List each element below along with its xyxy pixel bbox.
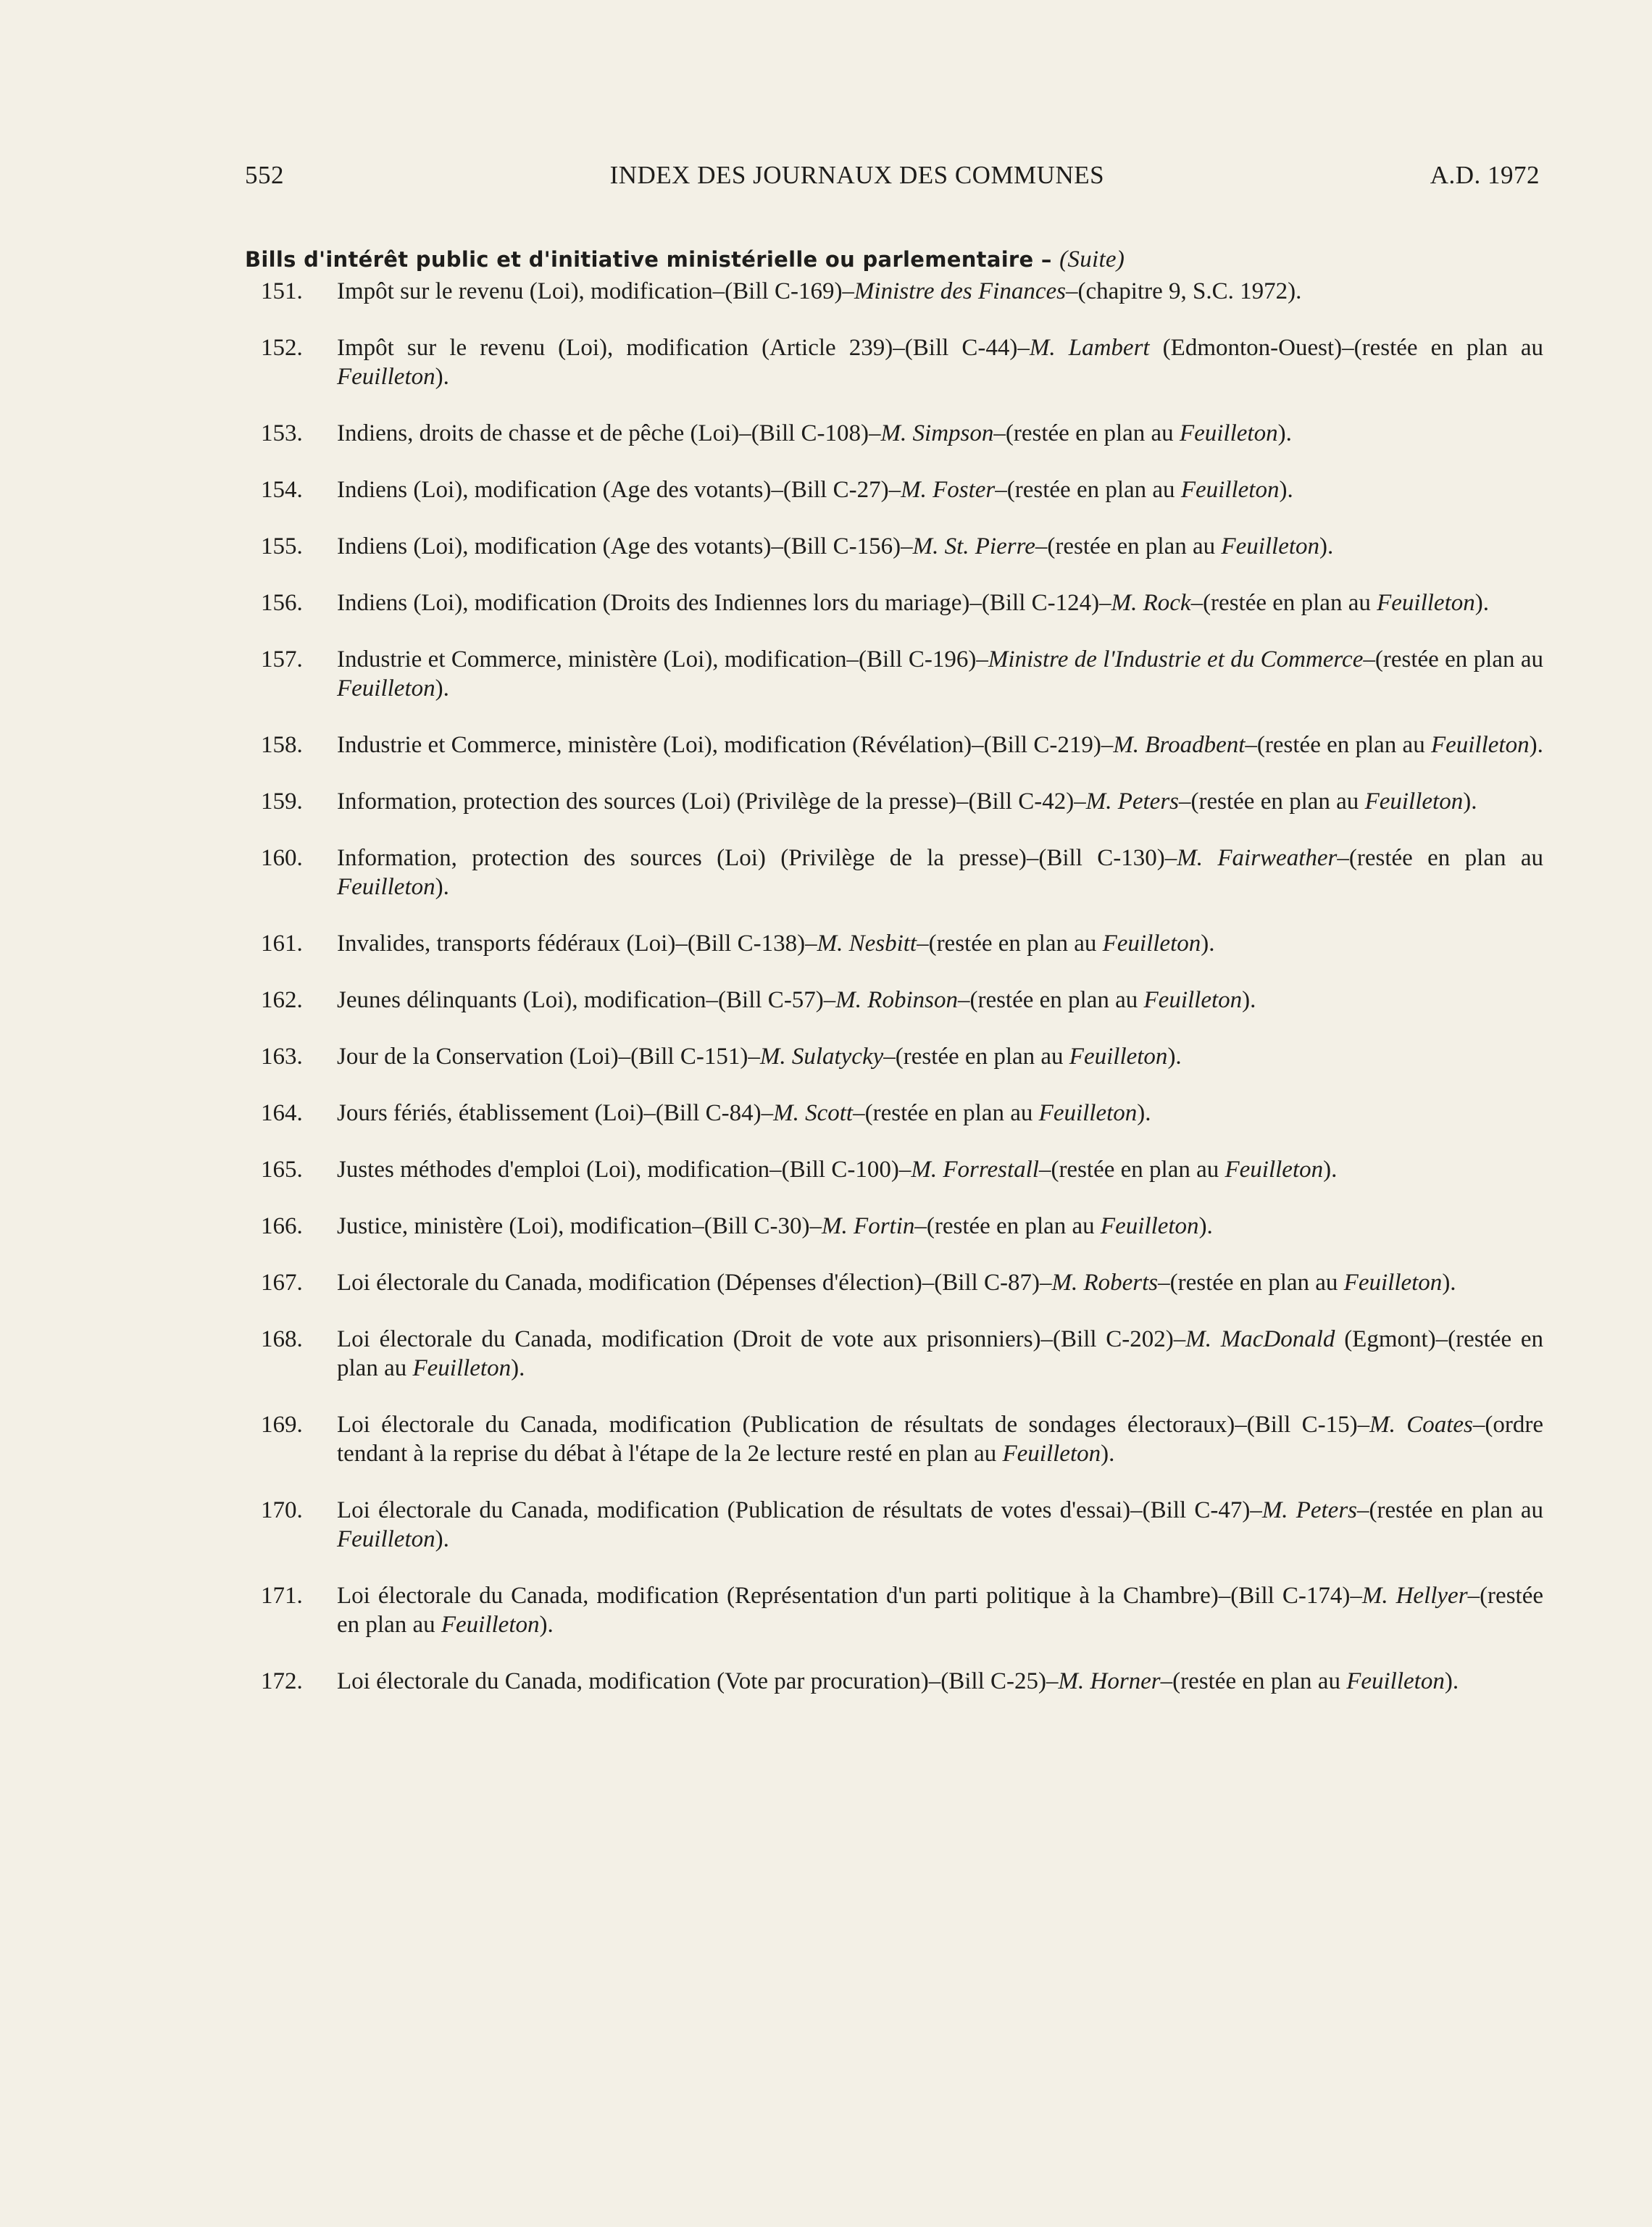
entry-number: 171. — [261, 1583, 303, 1609]
list-item — [261, 1042, 1543, 1071]
entry-text-part: ). — [539, 1612, 554, 1638]
entry-feuilleton: Feuilleton — [1221, 533, 1320, 559]
entry-feuilleton: Feuilleton — [1002, 1441, 1101, 1467]
entry-feuilleton: Feuilleton — [1377, 590, 1475, 616]
entry-feuilleton: Feuilleton — [412, 1355, 512, 1381]
entry-text-part: Industrie et Commerce, ministère (Loi), modification–(Bill C-196)– — [337, 646, 988, 673]
entry-text-part: Industrie et Commerce, ministère (Loi), modification (Révélation)–(Bill C-219)– — [337, 732, 1114, 758]
entry-feuilleton: Feuilleton — [1100, 1213, 1199, 1239]
entry-number: 158. — [261, 732, 303, 758]
entry-text-part: ). — [1137, 1100, 1151, 1126]
entry-text-part: –(restée en plan au — [914, 1213, 1101, 1239]
entry-text-part: Jour de la Conservation (Loi)–(Bill C-151)– — [337, 1044, 760, 1070]
entry-text-part: –(restée en plan au — [993, 420, 1180, 446]
entry-text — [337, 730, 1543, 759]
entry-text-part: –(restée en plan au — [1337, 845, 1543, 871]
entry-text-part: ). — [435, 874, 449, 900]
list-item — [261, 1667, 1543, 1696]
entry-number: 164. — [261, 1100, 303, 1126]
section-title — [245, 246, 1125, 273]
entry-text — [337, 532, 1543, 561]
entry-sponsor: M. Robinson — [835, 987, 958, 1013]
entry-text — [337, 1667, 1543, 1696]
entry-sponsor: M. Forrestall — [911, 1157, 1039, 1183]
entry-sponsor: M. Peters — [1085, 788, 1180, 815]
entry-sponsor: M. Sulatycky — [759, 1044, 884, 1070]
entry-number: 166. — [261, 1213, 303, 1239]
entry-text-part: –(restée en plan au — [1038, 1157, 1225, 1183]
entry-feuilleton: Feuilleton — [337, 1526, 435, 1552]
entry-text-part: ). — [1474, 590, 1489, 616]
entry-text-part: ). — [1198, 1213, 1213, 1239]
page-title: INDEX DES JOURNAUX DES COMMUNES — [609, 161, 1105, 189]
entry-text — [337, 787, 1543, 816]
entry-text-part: –(restée en plan au — [337, 1583, 1543, 1638]
entry-number: 162. — [261, 987, 303, 1013]
entry-sponsor: Ministre des Finances — [854, 278, 1066, 304]
entry-sponsor: M. Foster — [901, 477, 996, 503]
entry-sponsor: M. Fairweather — [1177, 845, 1338, 871]
entry-text-part: –(restée en plan au — [883, 1044, 1069, 1070]
entry-text-part: ). — [1444, 1668, 1459, 1694]
entry-text-part: Indiens (Loi), modification (Age des votants)–(Bill C-27)– — [337, 477, 901, 503]
entry-text-part: Invalides, transports fédéraux (Loi)–(Bill C-138)– — [337, 931, 817, 957]
entry-sponsor: M. Nesbitt — [817, 931, 917, 957]
entry-text-part: ). — [1442, 1270, 1456, 1296]
entry-sponsor: M. Broadbent — [1113, 732, 1246, 758]
page-header — [245, 161, 1540, 190]
list-item — [261, 1212, 1543, 1241]
entry-text-part: ). — [435, 1526, 449, 1552]
entry-feuilleton: Feuilleton — [1364, 788, 1464, 815]
entry-text-part: ). — [435, 675, 449, 702]
entry-sponsor: M. Fortin — [822, 1213, 915, 1239]
section-title-text: Bills d'intérêt public et d'initiative ministérielle ou parlementaire – — [245, 247, 1052, 272]
entry-feuilleton: Feuilleton — [1430, 732, 1530, 758]
list-item — [261, 1581, 1543, 1639]
page-year: A.D. 1972 — [1430, 161, 1540, 189]
entry-text-part: ). — [1463, 788, 1477, 815]
entry-number: 169. — [261, 1412, 303, 1438]
list-item — [261, 1496, 1543, 1554]
entry-number: 152. — [261, 335, 303, 361]
entry-text — [337, 419, 1543, 448]
entry-text — [337, 929, 1543, 958]
entry-text-part: Indiens (Loi), modification (Droits des Indiennes lors du mariage)–(Bill C-124)– — [337, 590, 1111, 616]
entry-sponsor: M. Peters — [1261, 1497, 1358, 1523]
list-item — [261, 475, 1543, 504]
entry-text-part: Loi électorale du Canada, modification (Publication de résultats de votes d'essai)–(Bill C-47)– — [337, 1497, 1262, 1523]
entry-text — [337, 588, 1543, 617]
entry-sponsor: Ministre de l'Industrie et du Commerce — [988, 646, 1364, 673]
entry-number: 172. — [261, 1668, 303, 1694]
entry-text-part: –(restée en plan au — [917, 931, 1103, 957]
entry-text-part: ). — [1323, 1157, 1338, 1183]
entry-text — [337, 277, 1543, 306]
entry-text-part: ). — [1279, 477, 1293, 503]
entry-text-part: ). — [511, 1355, 525, 1381]
list-item — [261, 532, 1543, 561]
entry-feuilleton: Feuilleton — [441, 1612, 540, 1638]
entry-text-part: Information, protection des sources (Loi) (Privilège de la presse)–(Bill C-42)– — [337, 788, 1086, 815]
entry-text-part: Justes méthodes d'emploi (Loi), modification–(Bill C-100)– — [337, 1157, 911, 1183]
entry-text-part: –(restée en plan au — [1190, 590, 1377, 616]
entry-text-part: Loi électorale du Canada, modification (Vote par procuration)–(Bill C-25)– — [337, 1668, 1059, 1694]
entry-text — [337, 1042, 1543, 1071]
entry-sponsor: M. MacDonald — [1185, 1326, 1335, 1352]
list-item — [261, 844, 1543, 902]
entry-sponsor: M. Coates — [1369, 1412, 1473, 1438]
entry-number: 165. — [261, 1157, 303, 1183]
entry-number: 161. — [261, 931, 303, 957]
entry-feuilleton: Feuilleton — [1038, 1100, 1138, 1126]
list-item — [261, 645, 1543, 703]
entry-text-part: –(restée en plan au — [853, 1100, 1039, 1126]
entry-feuilleton: Feuilleton — [1343, 1270, 1443, 1296]
entry-text-part: ). — [1167, 1044, 1182, 1070]
list-item — [261, 1325, 1543, 1383]
list-item — [261, 929, 1543, 958]
entry-text — [337, 1325, 1543, 1383]
entry-text-part: Jours fériés, établissement (Loi)–(Bill C-84)– — [337, 1100, 774, 1126]
entries-list — [261, 277, 1543, 1723]
entry-text-part: –(restée en plan au — [1160, 1668, 1347, 1694]
entry-text — [337, 1155, 1543, 1184]
entry-text-part: Loi électorale du Canada, modification (Représentation d'un parti politique à la Chambre)–(Bill C-174)– — [337, 1583, 1362, 1609]
entry-number: 151. — [261, 278, 303, 304]
entry-feuilleton: Feuilleton — [337, 364, 435, 390]
entry-sponsor: M. St. Pierre — [912, 533, 1035, 559]
entry-text — [337, 1268, 1543, 1297]
entry-feuilleton: Feuilleton — [1225, 1157, 1324, 1183]
list-item — [261, 419, 1543, 448]
entry-text-part: ). — [435, 364, 449, 390]
entry-text — [337, 1581, 1543, 1639]
entry-text-part: ). — [1277, 420, 1292, 446]
page-number: 552 — [245, 161, 284, 189]
entry-text-part: ). — [1529, 732, 1543, 758]
entry-feuilleton: Feuilleton — [1102, 931, 1201, 957]
entry-number: 155. — [261, 533, 303, 559]
entry-number: 157. — [261, 646, 303, 673]
list-item — [261, 787, 1543, 816]
entry-number: 153. — [261, 420, 303, 446]
entry-number: 159. — [261, 788, 303, 815]
entry-text-part: ). — [1242, 987, 1256, 1013]
entry-feuilleton: Feuilleton — [1179, 420, 1278, 446]
entry-text-part: ). — [1101, 1441, 1115, 1467]
entry-number: 168. — [261, 1326, 303, 1352]
entry-text-part: –(restée en plan au — [1245, 732, 1431, 758]
entry-text-part: –(restée en plan au — [1363, 646, 1544, 673]
entry-text-part: (Egmont)–(restée en plan au — [337, 1326, 1543, 1381]
entry-number: 170. — [261, 1497, 303, 1523]
entry-text-part: Loi électorale du Canada, modification (Dépenses d'élection)–(Bill C-87)– — [337, 1270, 1052, 1296]
list-item — [261, 1410, 1543, 1468]
entry-feuilleton: Feuilleton — [1346, 1668, 1445, 1694]
entry-feuilleton: Feuilleton — [1143, 987, 1243, 1013]
entry-number: 167. — [261, 1270, 303, 1296]
entry-text-part: Information, protection des sources (Loi) (Privilège de la presse)–(Bill C-130)– — [337, 845, 1177, 871]
entry-feuilleton: Feuilleton — [1069, 1044, 1168, 1070]
list-item — [261, 277, 1543, 306]
entry-text-part: Indiens, droits de chasse et de pêche (Loi)–(Bill C-108)– — [337, 420, 881, 446]
entry-text — [337, 986, 1543, 1015]
entry-text — [337, 1212, 1543, 1241]
entry-sponsor: M. Lambert — [1029, 335, 1150, 361]
entry-sponsor: M. Horner — [1058, 1668, 1161, 1694]
entry-text — [337, 1410, 1543, 1468]
entry-text-part: –(restée en plan au — [1357, 1497, 1543, 1523]
list-item — [261, 986, 1543, 1015]
entry-number: 156. — [261, 590, 303, 616]
entry-text — [337, 844, 1543, 902]
list-item — [261, 1099, 1543, 1128]
entry-text — [337, 1099, 1543, 1128]
section-suite: (Suite) — [1059, 246, 1125, 272]
entry-text-part: (Edmonton-Ouest)–(restée en plan au — [1149, 335, 1543, 361]
entry-number: 160. — [261, 845, 303, 871]
entry-text — [337, 475, 1543, 504]
entry-text-part: –(restée en plan au — [1158, 1270, 1344, 1296]
entry-text-part: Justice, ministère (Loi), modification–(Bill C-30)– — [337, 1213, 822, 1239]
entry-text-part: Jeunes délinquants (Loi), modification–(Bill C-57)– — [337, 987, 836, 1013]
entry-sponsor: M. Scott — [773, 1100, 854, 1126]
list-item — [261, 730, 1543, 759]
entry-text — [337, 1496, 1543, 1554]
entry-text-part: –(restée en plan au — [1179, 788, 1365, 815]
entry-text-part: –(restée en plan au — [995, 477, 1181, 503]
entry-text-part: ). — [1201, 931, 1215, 957]
entry-sponsor: M. Roberts — [1051, 1270, 1159, 1296]
list-item — [261, 1155, 1543, 1184]
list-item — [261, 588, 1543, 617]
entry-text-part: –(chapitre 9, S.C. 1972). — [1066, 278, 1302, 304]
entry-text-part: Impôt sur le revenu (Loi), modification (Article 239)–(Bill C-44)– — [337, 335, 1030, 361]
entry-text-part: –(restée en plan au — [1035, 533, 1222, 559]
entry-text — [337, 333, 1543, 391]
entry-text — [337, 645, 1543, 703]
entry-text-part: ). — [1319, 533, 1334, 559]
entry-text-part: Impôt sur le revenu (Loi), modification–(Bill C-169)– — [337, 278, 854, 304]
entry-number: 163. — [261, 1044, 303, 1070]
entry-sponsor: M. Hellyer — [1361, 1583, 1468, 1609]
entry-text-part: –(restée en plan au — [957, 987, 1144, 1013]
entry-feuilleton: Feuilleton — [1180, 477, 1280, 503]
entry-sponsor: M. Simpson — [880, 420, 994, 446]
list-item — [261, 333, 1543, 391]
entry-sponsor: M. Rock — [1111, 590, 1191, 616]
entry-text-part: –(ordre tendant à la reprise du débat à l'étape de la 2e lecture resté en plan au — [337, 1412, 1543, 1467]
list-item — [261, 1268, 1543, 1297]
entry-text-part: Loi électorale du Canada, modification (Droit de vote aux prisonniers)–(Bill C-202)– — [337, 1326, 1186, 1352]
entry-feuilleton: Feuilleton — [337, 874, 435, 900]
entry-text-part: Indiens (Loi), modification (Age des votants)–(Bill C-156)– — [337, 533, 913, 559]
entry-number: 154. — [261, 477, 303, 503]
entry-feuilleton: Feuilleton — [337, 675, 435, 702]
entry-text-part: Loi électorale du Canada, modification (Publication de résultats de sondages électoraux)–(Bill C-15)– — [337, 1412, 1370, 1438]
